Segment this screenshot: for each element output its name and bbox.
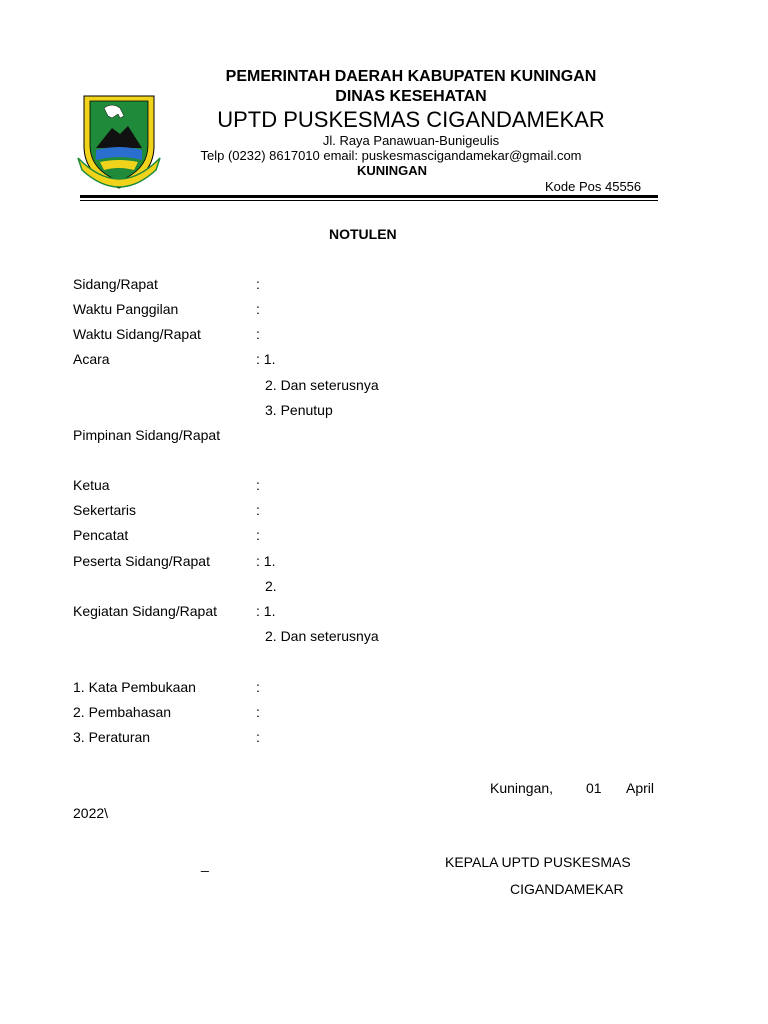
letterhead-government-line: PEMERINTAH DAERAH KABUPATEN KUNINGAN — [225, 68, 597, 85]
letterhead-divider-thick — [80, 195, 658, 198]
field-label-acara: Acara — [73, 351, 110, 367]
signature-month: April — [626, 780, 655, 796]
field-label-waktu-panggilan: Waktu Panggilan — [73, 301, 179, 317]
letterhead-divider-thin — [80, 200, 658, 201]
field-colon: : — [256, 502, 260, 518]
field-colon: : — [256, 276, 260, 292]
letterhead-title: UPTD PUSKESMAS CIGANDAMEKAR — [217, 107, 605, 132]
letterhead-address: Jl. Raya Panawuan-Bunigeulis — [322, 133, 500, 148]
field-label-peserta: Peserta Sidang/Rapat — [73, 553, 210, 569]
field-label-pembahasan: 2. Pembahasan — [73, 704, 172, 720]
field-label-peraturan: 3. Peraturan — [73, 729, 151, 745]
field-label-ketua: Ketua — [73, 477, 110, 493]
field-label-waktu-sidang: Waktu Sidang/Rapat — [73, 326, 201, 342]
letterhead-contact: Telp (0232) 8617010 email: puskesmascigandamekar@gmail.com — [200, 148, 582, 163]
signature-year: 2022\ — [73, 805, 109, 821]
field-label-sekertaris: Sekertaris — [73, 502, 137, 518]
field-label-kegiatan: Kegiatan Sidang/Rapat — [73, 603, 217, 619]
field-colon: : — [256, 326, 260, 342]
field-colon: : — [256, 527, 260, 543]
kegiatan-item-1: : 1. — [256, 603, 276, 619]
letterhead-department-line: DINAS KESEHATAN — [335, 88, 487, 105]
signature-position-line1: KEPALA UPTD PUSKESMAS — [445, 854, 631, 870]
acara-item-3: 3. Penutup — [265, 402, 333, 418]
kegiatan-item-2: 2. Dan seterusnya — [265, 628, 379, 644]
field-colon: : — [256, 729, 260, 745]
signature-position-line2: CIGANDAMEKAR — [510, 881, 624, 897]
field-label-kata-pembukaan: 1. Kata Pembukaan — [73, 679, 196, 695]
field-label-pencatat: Pencatat — [73, 527, 129, 543]
peserta-item-2: 2. — [265, 578, 277, 594]
document-title: NOTULEN — [329, 226, 397, 242]
letterhead-postcode: Kode Pos 45556 — [545, 179, 642, 194]
peserta-item-1: : 1. — [256, 553, 276, 569]
field-colon: : — [256, 477, 260, 493]
acara-item-1: : 1. — [256, 351, 276, 367]
field-label-sidang: Sidang/Rapat — [73, 276, 158, 292]
signature-day: 01 — [586, 780, 602, 796]
field-label-pimpinan: Pimpinan Sidang/Rapat — [73, 427, 221, 443]
acara-item-2: 2. Dan seterusnya — [265, 377, 379, 393]
field-colon: : — [256, 704, 260, 720]
letterhead-city: KUNINGAN — [356, 163, 428, 178]
field-colon: : — [256, 301, 260, 317]
signature-dash: _ — [201, 856, 209, 872]
field-colon: : — [256, 679, 260, 695]
signature-place: Kuningan, — [490, 780, 554, 796]
